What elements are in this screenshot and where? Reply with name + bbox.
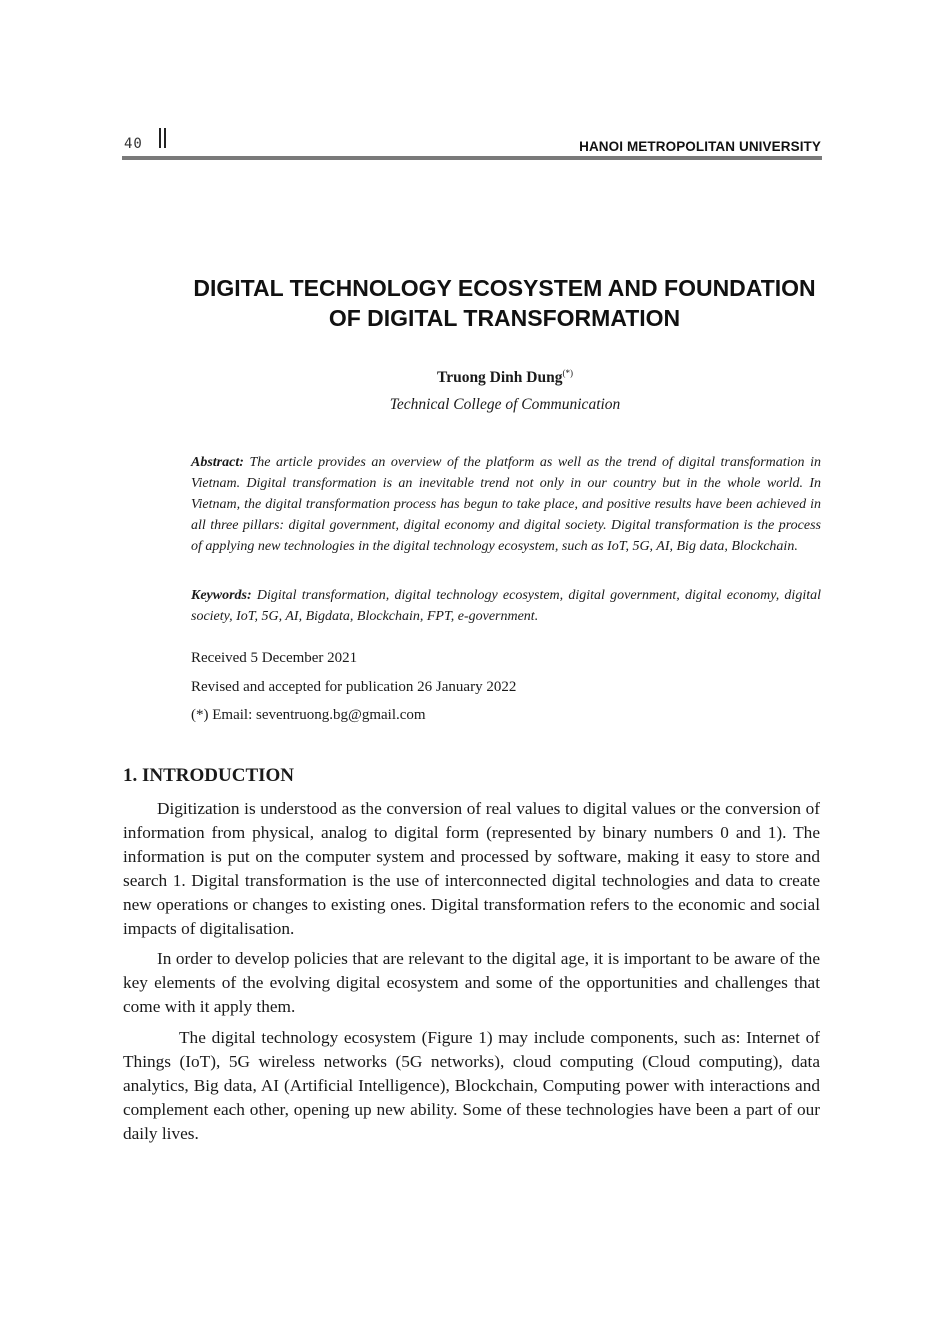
journal-name: HANOI METROPOLITAN UNIVERSITY [579,139,821,154]
body-paragraph: In order to develop policies that are relevant to the digital age, it is important to be aware of the key elements of the evolving digital ecosystem and some of the opportunities and challenges that come with it apply them. [123,949,820,1016]
author-name-text: Truong Dinh Dung [437,369,563,387]
section-heading: 1. INTRODUCTION [123,765,295,786]
article-title-line-1: DIGITAL TECHNOLOGY ECOSYSTEM AND FOUNDATION [193,275,816,301]
author-name [0,368,943,387]
header-divider-bars [159,128,167,148]
author-footnote-mark: (*) [562,368,573,378]
revised-date: Revised and accepted for publication 26 January 2022 [191,679,517,695]
abstract-label: Abstract: [191,455,244,470]
body-paragraph: Digitization is understood as the conversion of real values to digital values or the conversion of information from physical, analog to digital form (represented by binary numbers 0 and 1). The information is put on the computer system and processed by software, making it easy to store and search 1. Digital transformation is the use of interconnected digital technologies and data to create new operations or changes to existing ones. Digital transformation refers to the economic and social impacts of digitalisation. [123,799,820,938]
header-rule [122,156,822,160]
author-affiliation: Technical College of Communication [389,396,621,413]
body-paragraph: The digital technology ecosystem (Figure 1) may include components, such as: Internet of Things (IoT), 5G wireless networks (5G networks), cloud computing (Cloud computing), data analytics, Big data, AI (Artificial Intelligence), Blockchain, Computing power with interactions and complement each other, opening up new ability. Some of these technologies have been a part of our daily lives. [123,1028,820,1143]
keywords-block [191,585,821,627]
keywords-label: Keywords: [191,588,252,603]
article-title-line-2: OF DIGITAL TRANSFORMATION [328,305,681,331]
abstract-text: The article provides an overview of the platform as well as the trend of digital transformation in Vietnam. Digital transformation is an inevitable trend not only in our country but in the whole world. In Vietnam, the digital transformation process has begun to take place, and positive results have been achieved in all three pillars: digital government, digital economy and digital society. Digital transformation is the process of applying new technologies in the digital technology ecosystem, such as IoT, 5G, AI, Big data, Blockchain. [191,455,821,554]
author-email: (*) Email: seventruong.bg@gmail.com [191,707,426,723]
article-title [122,273,887,333]
keywords-text: Digital transformation, digital technology ecosystem, digital government, digital economy, digital society, IoT, 5G, AI, Bigdata, Blockchain, FPT, e-government. [191,588,821,624]
page-number: 40 [124,136,143,152]
abstract-block [191,452,821,557]
received-date: Received 5 December 2021 [191,650,358,666]
